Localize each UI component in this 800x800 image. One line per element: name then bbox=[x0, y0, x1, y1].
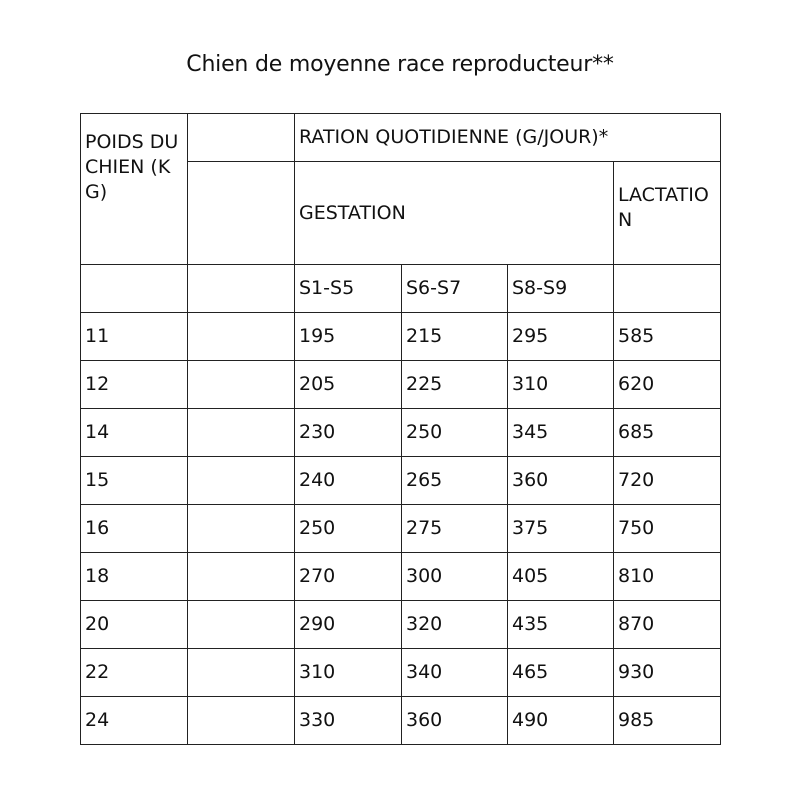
empty-header-cell bbox=[188, 114, 295, 162]
s1s5-cell: 310 bbox=[295, 649, 402, 697]
s6s7-cell: 265 bbox=[402, 457, 508, 505]
gestation-header: GESTATION bbox=[299, 201, 406, 224]
empty-header-cell bbox=[188, 162, 295, 265]
lactation-cell: 930 bbox=[614, 649, 721, 697]
empty-cell bbox=[188, 409, 295, 457]
poids-header-cell bbox=[81, 114, 188, 265]
s1s5-cell: 270 bbox=[295, 553, 402, 601]
s1s5-cell: 290 bbox=[295, 601, 402, 649]
table-row bbox=[81, 505, 721, 553]
lactation-cell: 985 bbox=[614, 697, 721, 745]
header-row-weeks bbox=[81, 265, 721, 313]
subheader-s6-s7: S6-S7 bbox=[402, 265, 508, 313]
poids-cell: 14 bbox=[81, 409, 188, 457]
s6s7-cell: 320 bbox=[402, 601, 508, 649]
empty-header-cell bbox=[614, 265, 721, 313]
s6s7-cell: 215 bbox=[402, 313, 508, 361]
s6s7-cell: 275 bbox=[402, 505, 508, 553]
table-row bbox=[81, 457, 721, 505]
table-row bbox=[81, 649, 721, 697]
s1s5-cell: 240 bbox=[295, 457, 402, 505]
ration-header: RATION QUOTIDIENNE (G/JOUR)* bbox=[299, 126, 609, 148]
lactation-cell: 585 bbox=[614, 313, 721, 361]
empty-cell bbox=[188, 697, 295, 745]
s6s7-cell: 360 bbox=[402, 697, 508, 745]
header-row-ration bbox=[81, 114, 721, 162]
s1s5-cell: 205 bbox=[295, 361, 402, 409]
poids-cell: 24 bbox=[81, 697, 188, 745]
lactation-cell: 720 bbox=[614, 457, 721, 505]
table-row bbox=[81, 313, 721, 361]
empty-cell bbox=[188, 601, 295, 649]
empty-cell bbox=[188, 361, 295, 409]
poids-cell: 11 bbox=[81, 313, 188, 361]
empty-cell bbox=[188, 505, 295, 553]
table-row bbox=[81, 361, 721, 409]
s8s9-cell: 310 bbox=[508, 361, 614, 409]
s6s7-cell: 225 bbox=[402, 361, 508, 409]
empty-cell bbox=[188, 649, 295, 697]
s1s5-cell: 250 bbox=[295, 505, 402, 553]
s8s9-cell: 345 bbox=[508, 409, 614, 457]
table-row bbox=[81, 409, 721, 457]
poids-cell: 15 bbox=[81, 457, 188, 505]
s6s7-cell: 340 bbox=[402, 649, 508, 697]
empty-header-cell bbox=[188, 265, 295, 313]
lactation-cell: 750 bbox=[614, 505, 721, 553]
table-row bbox=[81, 601, 721, 649]
poids-cell: 20 bbox=[81, 601, 188, 649]
empty-cell bbox=[188, 457, 295, 505]
page-title: Chien de moyenne race reproducteur** bbox=[186, 52, 614, 77]
s8s9-cell: 360 bbox=[508, 457, 614, 505]
ration-table bbox=[80, 113, 721, 745]
s8s9-cell: 295 bbox=[508, 313, 614, 361]
table-row bbox=[81, 553, 721, 601]
s8s9-cell: 465 bbox=[508, 649, 614, 697]
s1s5-cell: 330 bbox=[295, 697, 402, 745]
s6s7-cell: 300 bbox=[402, 553, 508, 601]
s1s5-cell: 195 bbox=[295, 313, 402, 361]
empty-cell bbox=[188, 313, 295, 361]
subheader-s1-s5: S1-S5 bbox=[295, 265, 402, 313]
poids-cell: 12 bbox=[81, 361, 188, 409]
lactation-cell: 685 bbox=[614, 409, 721, 457]
subheader-s8-s9: S8-S9 bbox=[508, 265, 614, 313]
lactation-cell: 620 bbox=[614, 361, 721, 409]
gestation-header-cell bbox=[295, 162, 614, 265]
lactation-cell: 810 bbox=[614, 553, 721, 601]
s8s9-cell: 435 bbox=[508, 601, 614, 649]
s1s5-cell: 230 bbox=[295, 409, 402, 457]
poids-header: POIDS DU CHIEN (KG) bbox=[85, 131, 179, 203]
lactation-cell: 870 bbox=[614, 601, 721, 649]
s8s9-cell: 490 bbox=[508, 697, 614, 745]
lactation-header-cell bbox=[614, 162, 721, 265]
s8s9-cell: 405 bbox=[508, 553, 614, 601]
table-row bbox=[81, 697, 721, 745]
poids-cell: 22 bbox=[81, 649, 188, 697]
lactation-header: LACTATION bbox=[618, 184, 709, 231]
poids-cell: 18 bbox=[81, 553, 188, 601]
ration-header-cell bbox=[295, 114, 721, 162]
poids-cell: 16 bbox=[81, 505, 188, 553]
s8s9-cell: 375 bbox=[508, 505, 614, 553]
s6s7-cell: 250 bbox=[402, 409, 508, 457]
empty-cell bbox=[188, 553, 295, 601]
empty-header-cell bbox=[81, 265, 188, 313]
